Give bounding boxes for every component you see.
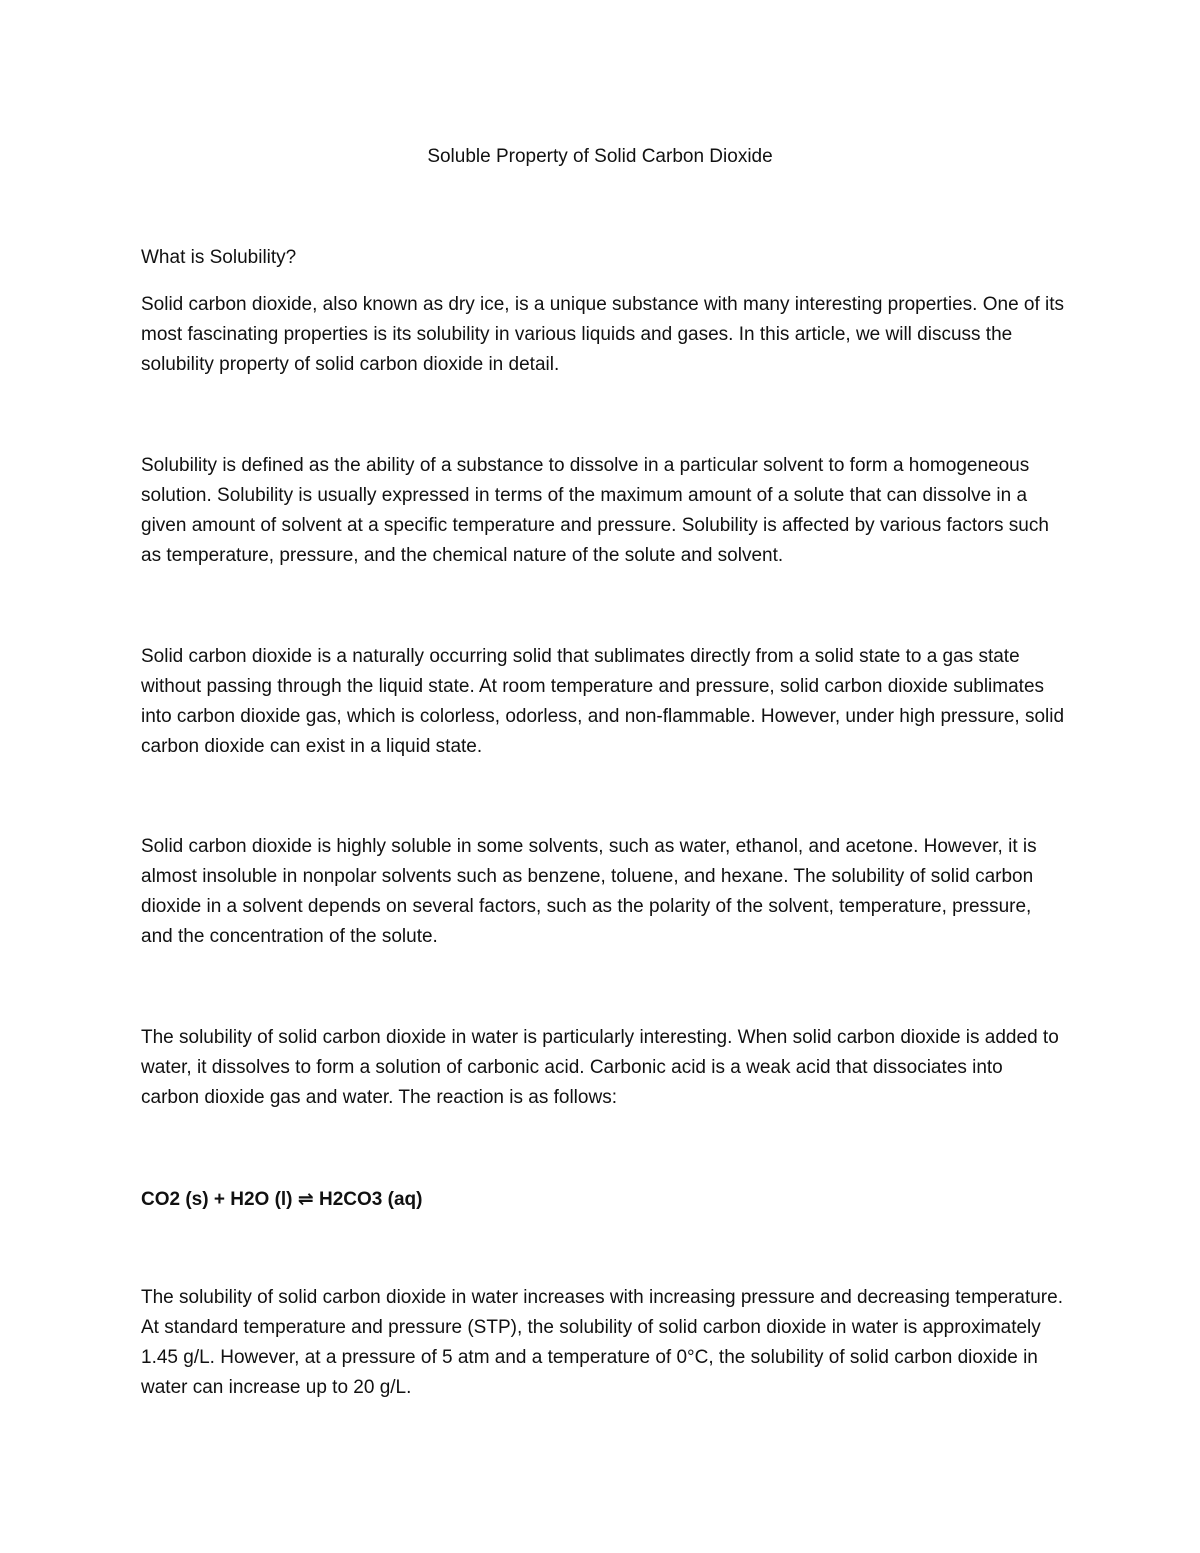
paragraph-intro: Solid carbon dioxide, also known as dry ice, is a unique substance with many interesting properties. One of its most fascinating properties is its solubility in various liquids and gases. In this article, we will discuss the solubility property of solid carbon dioxide in detail. <box>141 294 1065 375</box>
document-title: Soluble Property of Solid Carbon Dioxide <box>427 146 773 167</box>
chemical-equation: CO2 (s) + H2O (l) ⇌ H2CO3 (aq) <box>141 1189 423 1210</box>
paragraph-solvents: Solid carbon dioxide is highly soluble in some solvents, such as water, ethanol, and acetone. However, it is almost insoluble in nonpolar solvents such as benzene, toluene, and hexane. The solubility of solid carbon dioxide in a solvent depends on several factors, such as the polarity of the solvent, temperature, pressure, and the concentration of the solute. <box>141 836 1037 947</box>
paragraph-sublimation: Solid carbon dioxide is a naturally occurring solid that sublimates directly from a solid state to a gas state without passing through the liquid state. At room temperature and pressure, solid carbon dioxide sublimates into carbon dioxide gas, which is colorless, odorless, and non-flammable. However, under high pressure, solid carbon dioxide can exist in a liquid state. <box>141 646 1065 757</box>
section-heading: What is Solubility? <box>141 247 297 268</box>
paragraph-solubility-definition: Solubility is defined as the ability of a substance to dissolve in a particular solvent to form a homogeneous solution. Solubility is usually expressed in terms of the maximum amount of a solute that can dissolve in a given amount of solvent at a specific temperature and pressure. Solubility is affected by various factors such as temperature, pressure, and the chemical nature of the solute and solvent. <box>141 455 1049 566</box>
paragraph-pressure-temperature: The solubility of solid carbon dioxide in water increases with increasing pressure and decreasing temperature. At standard temperature and pressure (STP), the solubility of solid carbon dioxide in water is approximately 1.45 g/L. However, at a pressure of 5 atm and a temperature of 0°C, the solubility of solid carbon dioxide in water can increase up to 20 g/L. <box>141 1287 1063 1398</box>
paragraph-water-solubility: The solubility of solid carbon dioxide in water is particularly interesting. When solid carbon dioxide is added to water, it dissolves to form a solution of carbonic acid. Carbonic acid is a weak acid that dissociates into carbon dioxide gas and water. The reaction is as follows: <box>141 1027 1059 1108</box>
